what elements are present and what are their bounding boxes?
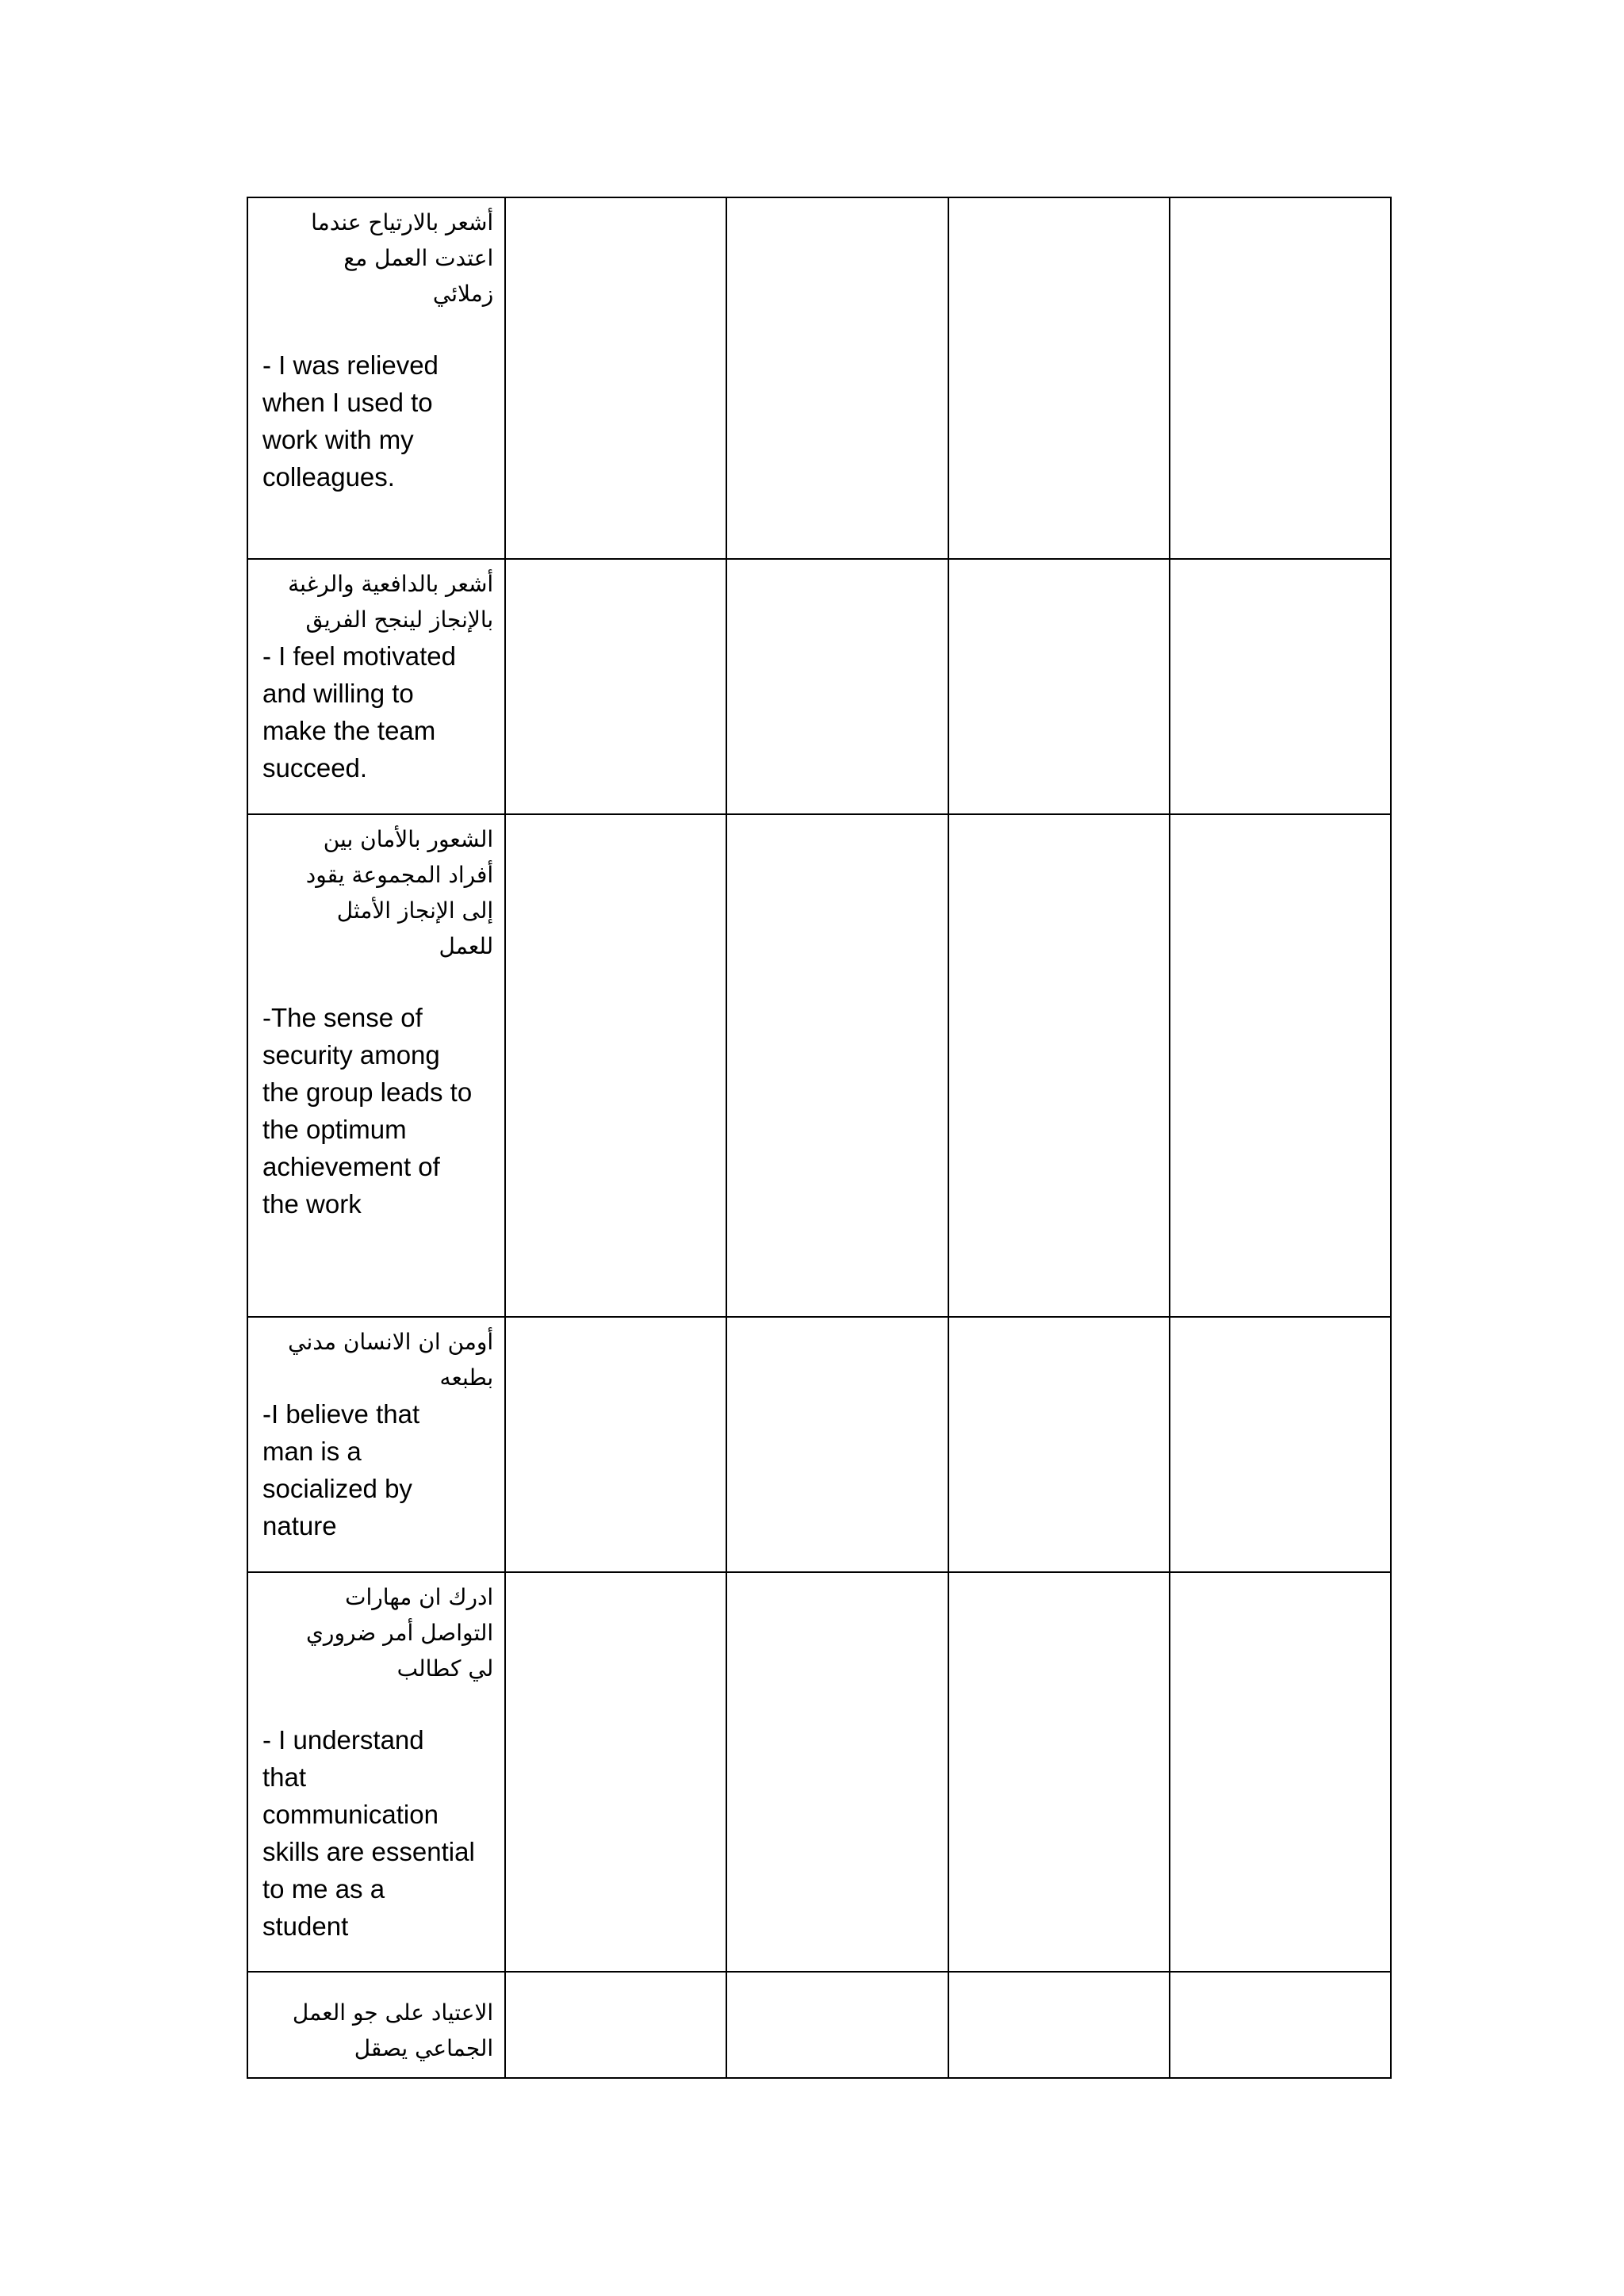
response-cell[interactable] xyxy=(726,1972,948,2078)
statement-arabic: أومن ان الانسان مدني بطبعه xyxy=(288,1329,494,1391)
table-row xyxy=(247,197,1391,559)
response-cell[interactable] xyxy=(726,814,948,1317)
response-cell[interactable] xyxy=(726,1572,948,1972)
response-cell[interactable] xyxy=(505,814,726,1317)
response-cell[interactable] xyxy=(948,559,1170,814)
statement-english: -I believe that man is a socialized by nature xyxy=(262,1399,420,1540)
statement-arabic: أشعر بالدافعية والرغبة بالإنجاز لينجح الفريق xyxy=(288,571,494,633)
response-cell[interactable] xyxy=(1170,1572,1391,1972)
table-row xyxy=(247,814,1391,1317)
statement-english: - I understand that communication skills are essential to me as a student xyxy=(262,1725,475,1941)
statement-cell xyxy=(247,559,505,814)
statement-cell xyxy=(247,1317,505,1572)
statement-arabic: الشعور بالأمان بين أفراد المجموعة يقود إلى الإنجاز الأمثل للعمل xyxy=(305,826,494,959)
response-cell[interactable] xyxy=(505,1972,726,2078)
response-cell[interactable] xyxy=(1170,1317,1391,1572)
statement-arabic: ادرك ان مهارات التواصل أمر ضروري لي كطالب xyxy=(306,1584,494,1682)
response-cell[interactable] xyxy=(948,1572,1170,1972)
statement-arabic: الاعتياد على جو العمل الجماعي يصقل xyxy=(292,1999,494,2061)
statement-cell xyxy=(247,814,505,1317)
response-cell[interactable] xyxy=(948,1317,1170,1572)
table-row xyxy=(247,1317,1391,1572)
response-cell[interactable] xyxy=(948,1972,1170,2078)
response-cell[interactable] xyxy=(726,1317,948,1572)
response-cell[interactable] xyxy=(505,197,726,559)
response-cell[interactable] xyxy=(505,1572,726,1972)
response-cell[interactable] xyxy=(1170,814,1391,1317)
response-cell[interactable] xyxy=(505,559,726,814)
statement-english: - I was relieved when I used to work with my colleagues. xyxy=(262,350,439,492)
response-cell[interactable] xyxy=(726,559,948,814)
table-row xyxy=(247,1572,1391,1972)
response-cell[interactable] xyxy=(1170,197,1391,559)
statement-arabic: أشعر بالارتياح عندما اعتدت العمل مع زملائي xyxy=(311,209,494,307)
table-row xyxy=(247,1972,1391,2078)
response-cell[interactable] xyxy=(1170,559,1391,814)
response-cell[interactable] xyxy=(948,197,1170,559)
statement-cell xyxy=(247,1972,505,2078)
statement-english: - I feel motivated and willing to make the team succeed. xyxy=(262,641,456,783)
statement-cell xyxy=(247,1572,505,1972)
table-row xyxy=(247,559,1391,814)
survey-table xyxy=(247,197,1392,2079)
response-cell[interactable] xyxy=(948,814,1170,1317)
response-cell[interactable] xyxy=(726,197,948,559)
statement-english: -The sense of security among the group leads to the optimum achievement of the work xyxy=(262,1003,473,1219)
response-cell[interactable] xyxy=(505,1317,726,1572)
statement-cell xyxy=(247,197,505,559)
response-cell[interactable] xyxy=(1170,1972,1391,2078)
